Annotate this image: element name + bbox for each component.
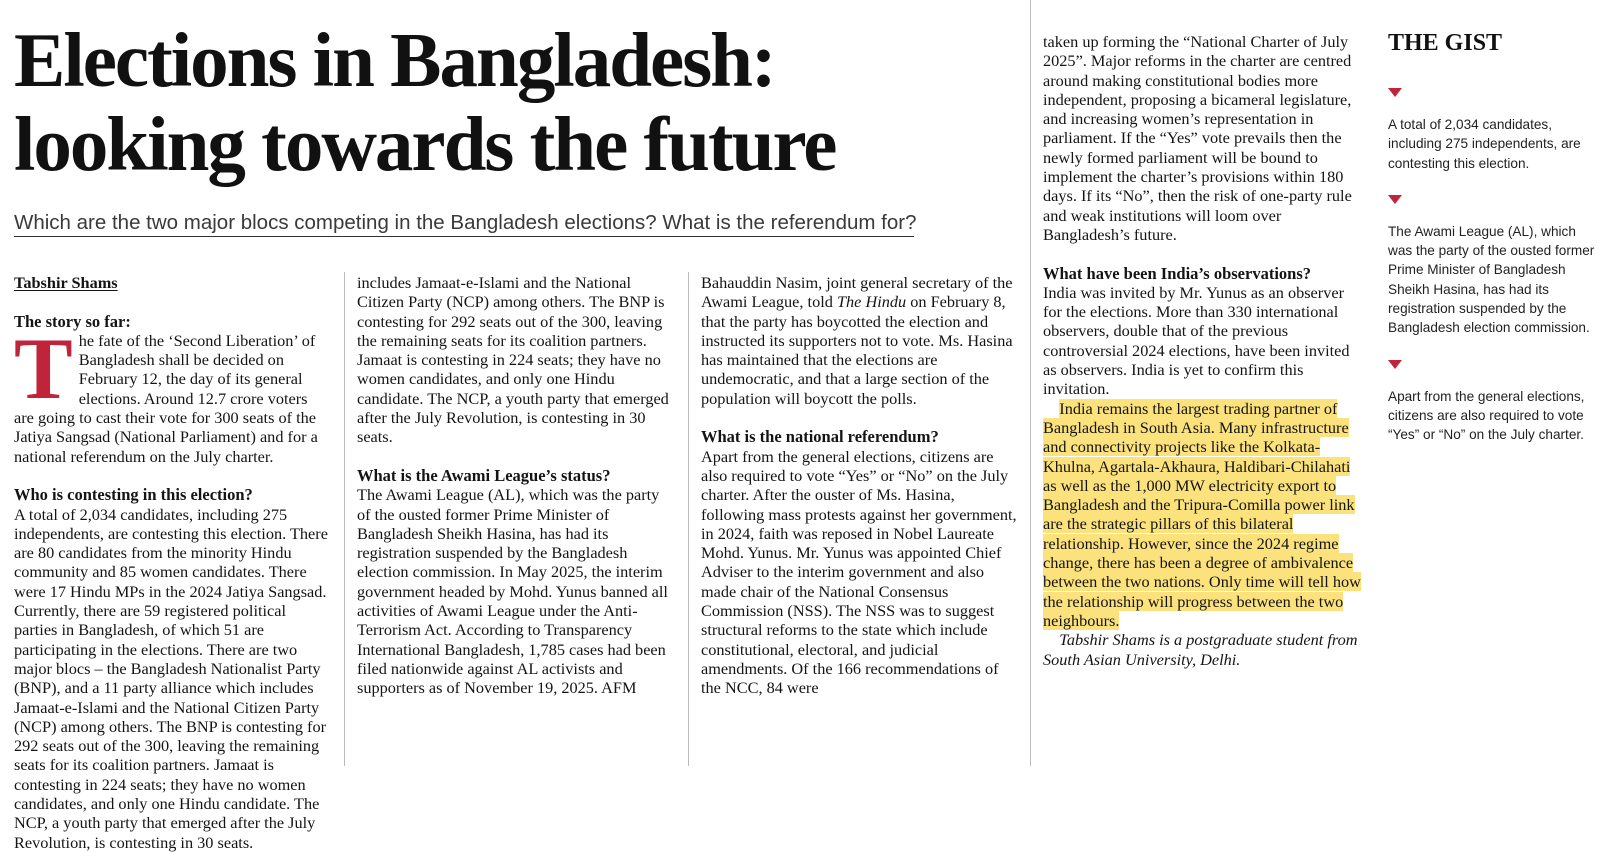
headline-line-1: Elections in Bangladesh: [14,17,775,103]
headline-line-2: looking towards the future [14,101,836,187]
standfirst: Which are the two major blocs competing in the Bangladesh elections? What is the referendum for? [14,210,914,237]
section-heading-referendum: What is the national referendum? [701,427,939,447]
referendum-continued: taken up forming the “National Charter of July 2025”. Major reforms in the charter are centred around making constitutional bodies more independent, proposing a bicameral legislature, and increasing women’s representation in parliament. If the “Yes” vote prevails then the newly formed parliament will be bound to implement the charter’s provisions within 180 days. If its “No”, then the risk of one-party rule and weak institutions will loom over Bangladesh’s future. [1043,32,1352,244]
gist-item [1388,88,1598,173]
triangle-bullet-icon [1388,195,1402,204]
section-heading-awami-status: What is the Awami League’s status? [357,465,611,485]
the-gist-sidebar [1388,30,1598,467]
section-heading-india: What have been India’s observations? [1043,263,1312,283]
gist-item [1388,360,1598,445]
triangle-bullet-icon [1388,88,1402,97]
india-highlight-paragraph [1043,399,1365,631]
who-contesting-continued: includes Jamaat-e-Islami and the National Citizen Party (NCP) among others. The BNP is contesting for 292 seats out of the 300, leaving the remaining seats for its coalition partners. Jamaat is contesting in 224 seats; they have no women candidates, and only one Hindu candidate. The NCP, a youth party that emerged after the July Revolution, is contesting in 30 seats. [357,273,669,447]
column-divider [688,272,689,766]
article-column-1 [14,273,330,852]
column-divider [1030,0,1031,766]
article-column-3 [701,273,1017,766]
referendum-text: Apart from the general elections, citizens are also required to vote “Yes” or “No” on the July charter. After the ouster of Ms. Hasina, following mass protests against her government, in 2024, faith was reposed in Nobel Laureate Mohd. Yunus. Mr. Yunus was appointed Chief Adviser to the interim government and also made chair of the National Consensus Commission (NSS). The NSS was to suggest structural reforms to the state which include constitutional, electoral, and judicial amendments. Of the 166 recommendations of the NCC, 84 were [701,446,1017,698]
drop-cap: T [14,320,73,418]
who-contesting-text: A total of 2,034 candidates, including 275 independents, are contesting this election. There are 80 candidates from the minority Hindu community and 85 women candidates. There were 17 Hindu MPs in the 2024 Jatiya Sangsad. Currently, there are 59 registered political parties in Bangladesh, of which 51 are participating in the elections. There are two major blocs – the Bangladesh Nationalist Party (BNP), and a 11 party alliance which includes Jamaat-e-Islami and the National Citizen Party (NCP) among others. The BNP is contesting for 292 seats out of the 300, leaving the remaining seats for its coalition partners. Jamaat is contesting in 224 seats; they have no women candidates, and only one Hindu candidate. The NCP, a youth party that emerged after the July Revolution, is contesting in 30 seats. [14,504,328,852]
headline [14,18,974,186]
byline[interactable]: Tabshir Shams [14,273,118,292]
article-column-2 [357,273,673,766]
gist-item-text: A total of 2,034 candidates, including 275 independents, are contesting this election. [1388,117,1581,171]
awami-status-text: The Awami League (AL), which was the party of the ousted former Prime Minister of Bangladesh Sheikh Hasina, has had its registration suspended by the Bangladesh election commission. In May 2025, the interim government headed by Mohd. Yunus banned all activities of Awami League under the Anti-Terrorism Act. According to Transparency International Bangladesh, 1,785 cases had been filed nationwide against AL activists and supporters as of November 19, 2025. AFM [357,485,668,698]
section-heading-story-so-far: The story so far: [14,311,131,331]
triangle-bullet-icon [1388,360,1402,369]
story-so-far-text: he fate of the ‘Second Liberation’ of Bangladesh shall be decided on February 12, the day of its general elections. Around 12.7 crore voters are going to cast their vote for 300 seats of the Jatiya Sangsad (National Parliament) and for a national referendum on the July charter. [14,330,318,466]
highlighted-text: India remains the largest trading partner of Bangladesh in South Asia. Many infrastructure and connectivity projects like the Kolkata-Khulna, Agartala-Akhaura, Haldibari-Chilahati as well as the 1,000 MW electricity export to Bangladesh and the Tripura-Comilla power link are the strategic pillars of this bilateral relationship. However, since the 2024 regime change, there has been a degree of ambivalence between the two nations. Only time will tell how the relationship will progress between the two neighbours. [1043,398,1361,630]
awami-status-continued: Bahauddin Nasim, joint general secretary of the Awami League, told The Hindu on February 8, that the party has boycotted the election and instructed its supporters not to vote. Ms. Hasina has maintained that the elections are undemocratic, and that a large section of the population will boycott the polls. [701,273,1013,408]
gist-item [1388,195,1598,338]
article-column-4 [1043,32,1365,766]
gist-item-text: The Awami League (AL), which was the party of the ousted former Prime Minister of Bangladesh Sheikh Hasina, has had its registration suspended by the Bangladesh election commission. [1388,223,1595,336]
author-signoff: Tabshir Shams is a postgraduate student from South Asian University, Delhi. [1043,630,1358,669]
india-text: India was invited by Mr. Yunus as an observer for the elections. More than 330 international observers, double that of the previous controversial 2024 elections, have been invited as observers. India is yet to confirm this invitation. [1043,282,1350,399]
section-heading-who-contesting: Who is contesting in this election? [14,485,253,505]
publication-name: The Hindu [836,292,907,312]
column-divider [344,272,345,766]
gist-item-text: Apart from the general elections, citizens are also required to vote “Yes” or “No” on the July charter. [1388,388,1585,443]
gist-title: THE GIST [1388,30,1503,56]
